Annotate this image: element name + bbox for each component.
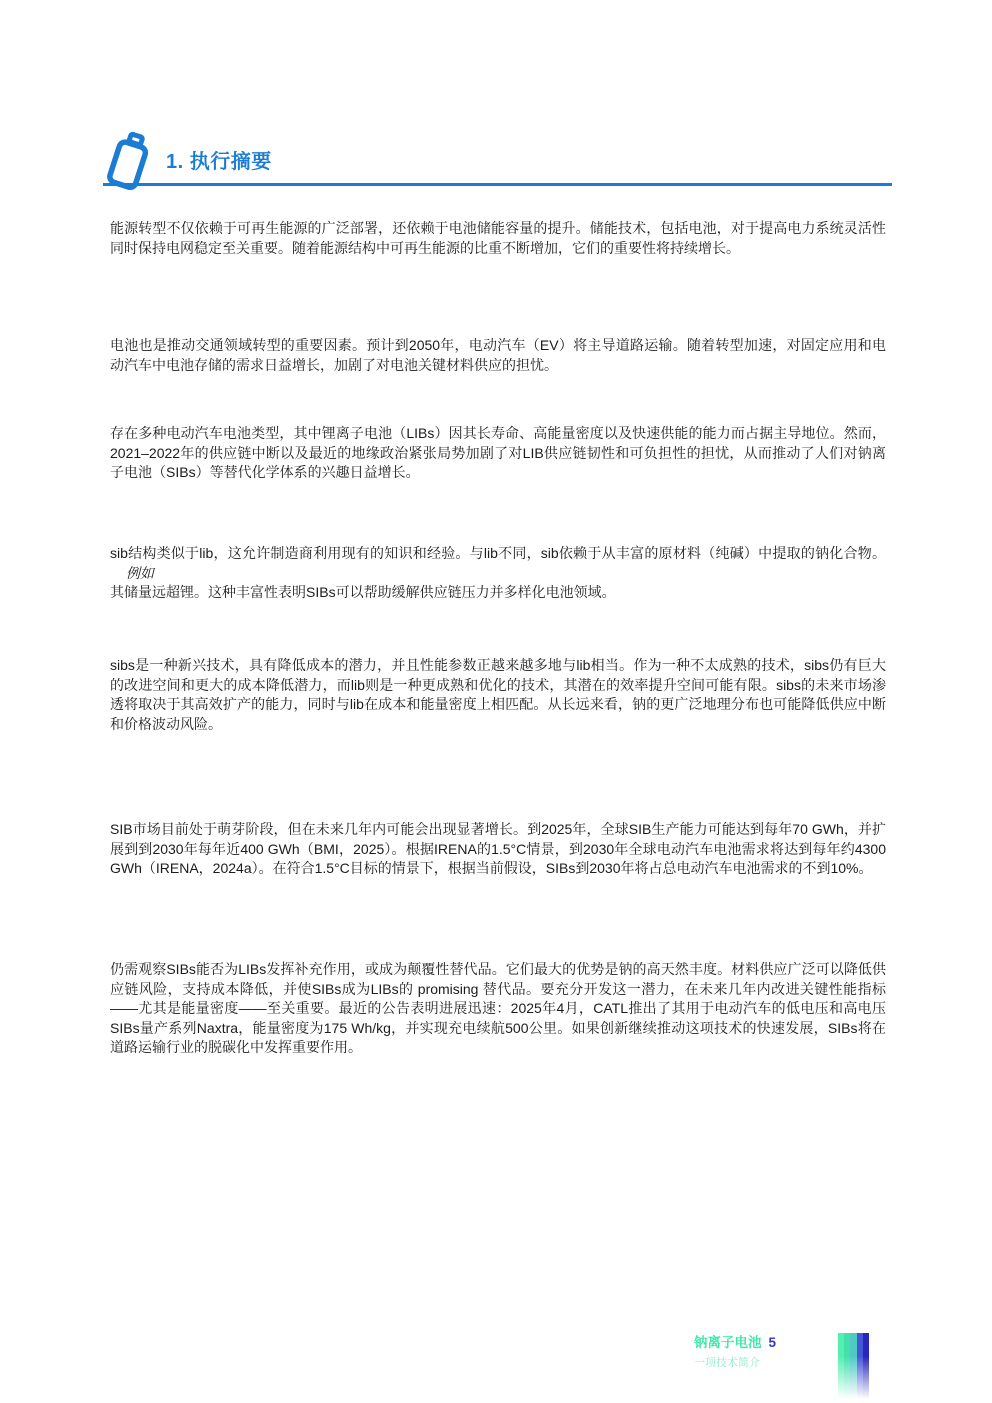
footer-text xyxy=(694,1331,776,1370)
section-title: 1. 执行摘要 xyxy=(166,151,272,173)
paragraph-battery-types: 存在多种电动汽车电池类型，其中锂离子电池（LIBs）因其长寿命、高能量密度以及快速供能的能力而占据主导地位。然而，2021–2022年的供应链中断以及最近的地缘政治紧张局势加剧了对LIB供应链韧性和可负担性的担忧，从而推动了人们对钠离子电池（SIBs）等替代化学体系的兴趣日益增长。 xyxy=(110,425,886,480)
paragraph-transport-transition: 电池也是推动交通领域转型的重要因素。预计到2050年，电动汽车（EV）将主导道路运输。随着转型加速，对固定应用和电动汽车中电池存储的需求日益增长，加剧了对电池关键材料供应的担忧。 xyxy=(110,337,886,373)
paragraph-italic-text: 例如 xyxy=(126,564,154,581)
footer-report-title: 钠离子电池 xyxy=(694,1335,762,1350)
footer-title-line xyxy=(694,1331,776,1351)
paragraph-text: 其储量远超锂。这种丰富性表明SIBs可以帮助缓解供应链压力并多样化电池领域。 xyxy=(110,584,616,600)
paragraph-energy-transition: 能源转型不仅依赖于可再生能源的广泛部署，还依赖于电池储能容量的提升。储能技术，包括电池，对于提高电力系统灵活性同时保持电网稳定至关重要。随着能源结构中可再生能源的比重不断增加，它们的重要性将持续增长。 xyxy=(110,220,886,256)
page-number: 5 xyxy=(768,1335,777,1350)
paragraph-emerging-technology: sibs是一种新兴技术，具有降低成本的潜力，并且性能参数正越来越多地与lib相当。作为一种不太成熟的技术，sibs仍有巨大的改进空间和更大的成本降低潜力，而lib则是一种更成熟和优化的技术，其潜在的效率提升空间可能有限。sibs的未来市场渗透将取决于其高效扩产的能力，同时与lib在成本和能量密度上相匹配。从长远来看，钠的更广泛地理分布也可能降低供应中断和价格波动风险。 xyxy=(110,657,886,732)
header-rule xyxy=(103,183,892,186)
gradient-stripes-logo xyxy=(838,1333,869,1399)
paragraph-market-outlook: SIB市场目前处于萌芽阶段，但在未来几年内可能会出现显著增长。到2025年，全球SIB生产能力可能达到每年70 GWh，并扩展到到2030年每年近400 GWh（BMI，2025）。根据IRENA的1.5°C情景，到2030年全球电动汽车电池需求将达到每年约4300 GWh（IRENA，2024a）。在符合1.5°C目标的情景下，根据当前假设，SIBs到2030年将占总电动汽车电池需求的不到10%。 xyxy=(110,821,886,876)
paragraph-text: sib结构类似于lib，这允许制造商利用现有的知识和经验。与lib不同，sib依赖于从丰富的原材料（纯碱）中提取的钠化合物。 xyxy=(110,545,886,561)
paragraph-outlook-conclusion: 仍需观察SIBs能否为LIBs发挥补充作用，或成为颠覆性替代品。它们最大的优势是钠的高天然丰度。材料供应广泛可以降低供应链风险，支持成本降低，并使SIBs成为LIBs的 promising 替代品。要充分开发这一潜力，在未来几年内改进关键性能指标——尤其是能量密度——至关重要。最近的公告表明进展迅速：2025年4月，CATL推出了其用于电动汽车的低电压和高电压SIBs量产系列Naxtra，能量密度为175 Wh/kg，并实现充电续航500公里。如果创新继续推动这项技术的快速发展，SIBs将在道路运输行业的脱碳化中发挥重要作用。 xyxy=(110,961,886,1055)
paragraph-sib-structure xyxy=(110,544,886,603)
battery-icon xyxy=(96,128,162,192)
footer-subtitle: 一项技术简介 xyxy=(694,1357,760,1369)
logo-stripe xyxy=(863,1333,869,1399)
